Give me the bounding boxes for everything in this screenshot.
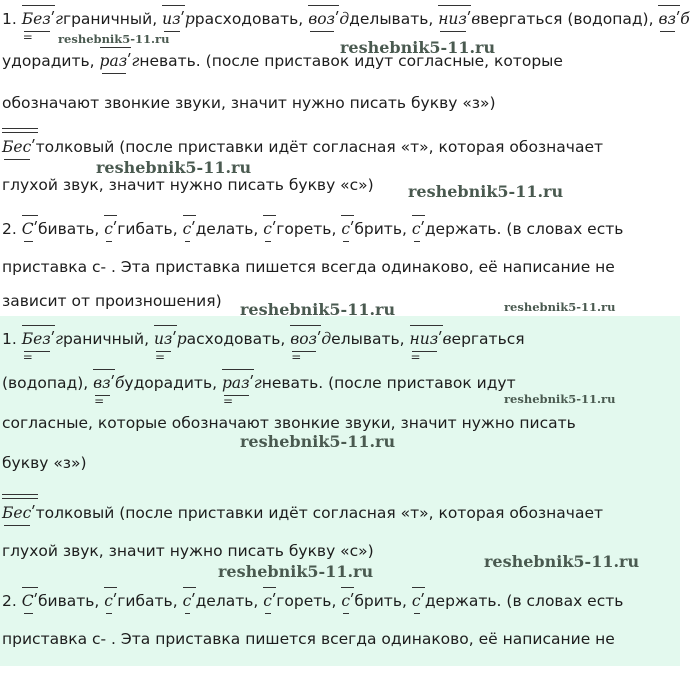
- word-rest: гибать,: [117, 592, 178, 610]
- highlighted-letter: р: [184, 10, 195, 28]
- word-rest: толковый (после приставки идёт согласная «т», которая обозначает: [35, 504, 604, 522]
- watermark: reshebnik5-11.ru: [484, 552, 640, 571]
- prefix-morpheme: Сʹ: [22, 216, 38, 240]
- prefix-morpheme: сʹ: [341, 216, 354, 240]
- prefix-morpheme: сʹ: [412, 588, 425, 612]
- word-rest: держать. (в словах есть: [424, 592, 624, 610]
- word-rest: делать,: [195, 592, 259, 610]
- word-rest: елывать,: [331, 330, 405, 348]
- text-line: [2, 134, 680, 158]
- highlighted-letter: г: [131, 52, 140, 70]
- prefix-morpheme: сʹ: [104, 216, 117, 240]
- prefix-morpheme: изʹ: [162, 6, 185, 30]
- item-number: 2.: [2, 592, 17, 610]
- solution-text-bottom: [0, 316, 680, 666]
- word-rest: вергаться (водопад),: [480, 10, 654, 28]
- word-rest: бивать,: [37, 592, 100, 610]
- prefix-morpheme: Бесʹ: [2, 134, 36, 158]
- word-rest: невать. (после приставок идут: [261, 374, 516, 392]
- text-line: глухой звук, значит нужно писать букву «с»): [2, 542, 374, 560]
- word-rest: граничный,: [62, 10, 158, 28]
- highlighted-letter: в: [471, 10, 481, 28]
- text-line: [2, 588, 680, 612]
- word-rest: бивать,: [37, 220, 100, 238]
- prefix-morpheme: низʹ =: [410, 326, 443, 350]
- word-rest: брить,: [354, 220, 407, 238]
- prefix-morpheme: изʹ =: [154, 326, 177, 350]
- text-line: [2, 326, 680, 364]
- item-number: 2.: [2, 220, 17, 238]
- prefix-morpheme: взʹ =: [93, 370, 115, 394]
- word-rest: держать. (в словах есть: [424, 220, 624, 238]
- highlighted-letter: б: [114, 374, 125, 392]
- watermark: reshebnik5-11.ru: [504, 392, 616, 406]
- text-line: обозначают звонкие звуки, значит нужно писать букву «з»): [2, 94, 496, 112]
- prefix-morpheme: сʹ: [341, 588, 354, 612]
- watermark: reshebnik5-11.ru: [408, 182, 564, 201]
- watermark: reshebnik5-11.ru: [96, 158, 252, 177]
- word-rest: удорадить,: [124, 374, 218, 392]
- prefix-morpheme: возʹ: [308, 6, 339, 30]
- prefix-morpheme: возʹ =: [290, 326, 321, 350]
- word-rest: (водопад),: [2, 374, 89, 392]
- prefix-morpheme: Безʹ =: [22, 326, 55, 350]
- watermark: reshebnik5-11.ru: [218, 562, 374, 581]
- word-rest: асходовать,: [186, 330, 286, 348]
- prefix-morpheme: сʹ: [412, 216, 425, 240]
- prefix-morpheme: Сʹ: [22, 588, 38, 612]
- highlighted-letter: д: [339, 10, 350, 28]
- word-rest: делать,: [195, 220, 259, 238]
- word-rest: брить,: [354, 592, 407, 610]
- highlighted-letter: д: [321, 330, 332, 348]
- watermark: reshebnik5-11.ru: [240, 300, 396, 319]
- text-line: [2, 216, 680, 240]
- text-line: глухой звук, значит нужно писать букву «с»): [2, 176, 374, 194]
- text-line: [2, 500, 680, 524]
- prefix-morpheme: сʹ: [263, 588, 276, 612]
- text-line: букву «з»): [2, 454, 87, 472]
- prefix-morpheme: сʹ: [183, 216, 196, 240]
- text-line: согласные, которые обозначают звонкие звуки, значит нужно писать: [2, 414, 576, 432]
- item-number: 1.: [2, 10, 17, 28]
- prefix-morpheme: сʹ: [104, 588, 117, 612]
- highlighted-letter: г: [253, 374, 262, 392]
- word-rest: делывать,: [349, 10, 434, 28]
- text-line: приставка с- . Эта приставка пишется всегда одинаково, её написание не: [2, 630, 615, 648]
- word-rest: толковый (после приставки идёт согласная «т», которая обозначает: [35, 138, 604, 156]
- word-rest: ергаться: [451, 330, 525, 348]
- watermark: reshebnik5-11.ru: [240, 432, 396, 451]
- prefix-morpheme: сʹ: [263, 216, 276, 240]
- highlighted-letter: б: [680, 10, 690, 28]
- text-line: зависит от произношения): [2, 292, 222, 310]
- watermark: reshebnik5-11.ru: [58, 32, 170, 46]
- prefix-morpheme: разʹ =: [222, 370, 254, 394]
- prefix-morpheme: Безʹ =: [22, 6, 55, 30]
- word-rest: гореть,: [276, 220, 337, 238]
- watermark: reshebnik5-11.ru: [340, 38, 496, 57]
- word-rest: гореть,: [276, 592, 337, 610]
- highlighted-letter: г: [55, 330, 63, 348]
- word-rest: раничный,: [62, 330, 150, 348]
- word-rest: гибать,: [117, 220, 178, 238]
- prefix-morpheme: Бесʹ: [2, 500, 36, 524]
- highlighted-letter: р: [176, 330, 187, 348]
- watermark: reshebnik5-11.ru: [504, 300, 616, 314]
- text-line: приставка с- . Эта приставка пишется всегда одинаково, её написание не: [2, 258, 615, 276]
- word-rest: расходовать,: [194, 10, 304, 28]
- highlighted-letter: в: [442, 330, 452, 348]
- prefix-morpheme: сʹ: [183, 588, 196, 612]
- word-rest: невать. (после приставок идут согласные, которые: [139, 52, 563, 70]
- prefix-morpheme: разʹ: [100, 48, 132, 72]
- word-rest: удорадить,: [2, 52, 95, 70]
- highlighted-letter: г: [55, 10, 63, 28]
- item-number: 1.: [2, 330, 17, 348]
- prefix-morpheme: низʹ: [438, 6, 471, 30]
- prefix-morpheme: взʹ: [658, 6, 680, 30]
